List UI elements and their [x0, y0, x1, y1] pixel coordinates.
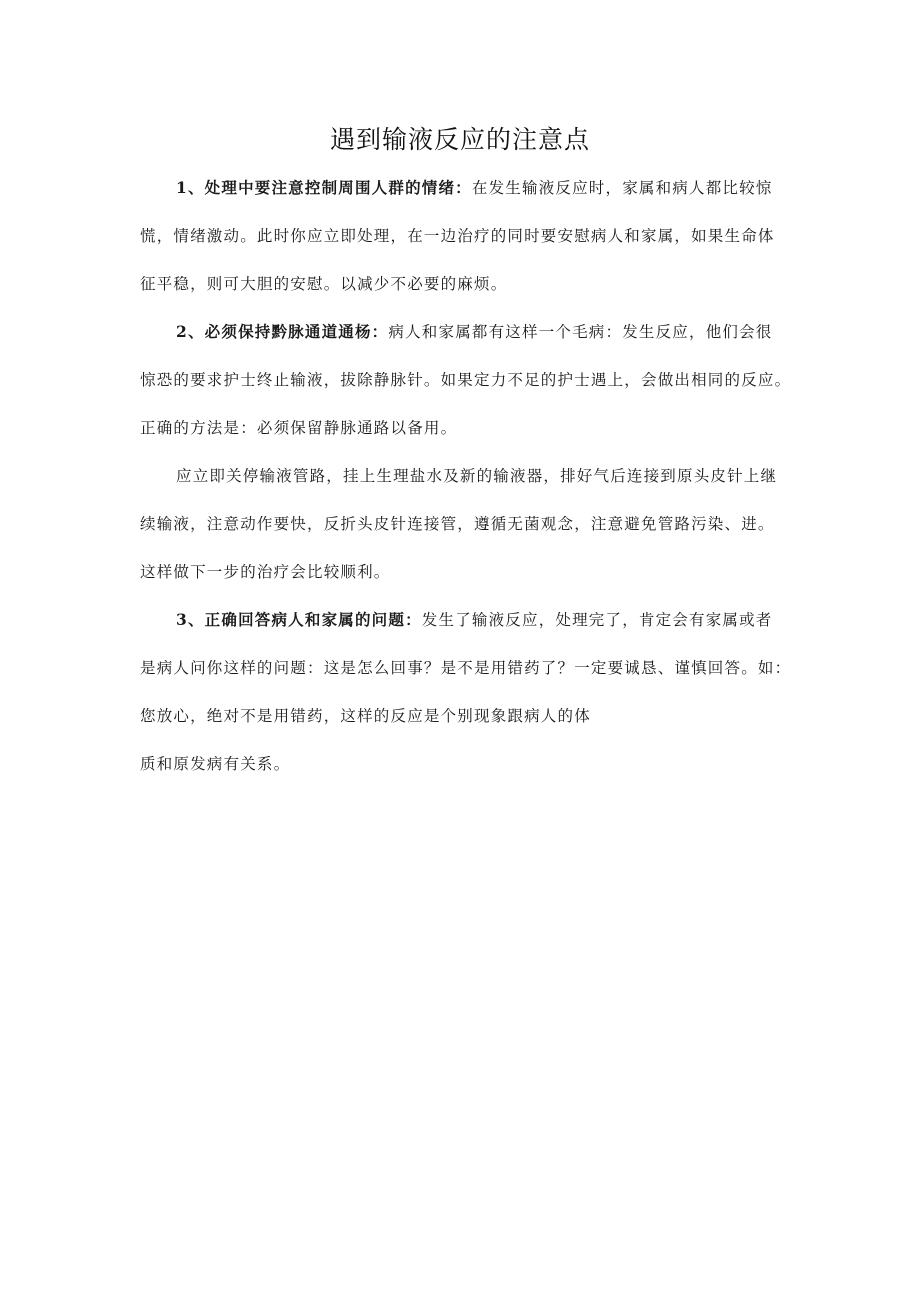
- section-3-line-1: [140, 596, 796, 644]
- section-1-line-3: 征平稳，则可大胆的安慰。以减少不必要的麻烦。: [140, 275, 508, 293]
- section-3: [140, 596, 796, 788]
- section-2b-line-2: 续输液，注意动作要快，反折头皮针连接管，遵循无菌观念，注意避免管路污染、进。: [140, 515, 775, 533]
- section-3-text: 发生了输液反应，处理完了，肯定会有家属或者: [421, 611, 773, 629]
- section-2-line-3: 正确的方法是：必须保留静脉通路以备用。: [140, 419, 458, 437]
- section-2-line-2: 惊恐的要求护士终止输液，拔除静脉针。如果定力不足的护士遇上，会做出相同的反应。: [140, 371, 792, 389]
- section-1: [140, 164, 796, 308]
- section-3-heading: 3、正确回答病人和家属的问题：: [176, 610, 422, 629]
- section-3-line-3: 您放心，绝对不是用错药，这样的反应是个别现象跟病人的体: [140, 707, 591, 725]
- section-2-line-1: [140, 308, 796, 356]
- section-1-heading: 1、处理中要注意控制周围人群的情绪：: [176, 178, 472, 197]
- section-1-text: 在发生输液反应时，家属和病人都比较惊: [471, 179, 773, 197]
- section-1-line-2: 慌，情绪激动。此时你应立即处理，在一边治疗的同时要安慰病人和家属，如果生命体: [140, 227, 775, 245]
- document-body: [140, 164, 796, 788]
- section-2b-line-3: 这样做下一步的治疗会比较顺利。: [140, 563, 391, 581]
- section-3-line-4: 质和原发病有关系。: [140, 755, 291, 773]
- section-2: [140, 308, 796, 452]
- section-2-text: 病人和家属都有这样一个毛病：发生反应，他们会很: [388, 323, 773, 341]
- section-3-line-2: 是病人问你这样的问题：这是怎么回事？是不是用错药了？一定要诚恳、谨慎回答。如：: [140, 659, 792, 677]
- section-2b-line-1: 应立即关停输液管路，挂上生理盐水及新的输液器，排好气后连接到原头皮针上继: [176, 467, 778, 485]
- document-title: 遇到输液反应的注意点: [329, 125, 590, 154]
- section-1-line-1: [140, 164, 796, 212]
- section-2b: [140, 452, 796, 596]
- section-2-heading: 2、必须保持黔脉通道通杨：: [176, 322, 389, 341]
